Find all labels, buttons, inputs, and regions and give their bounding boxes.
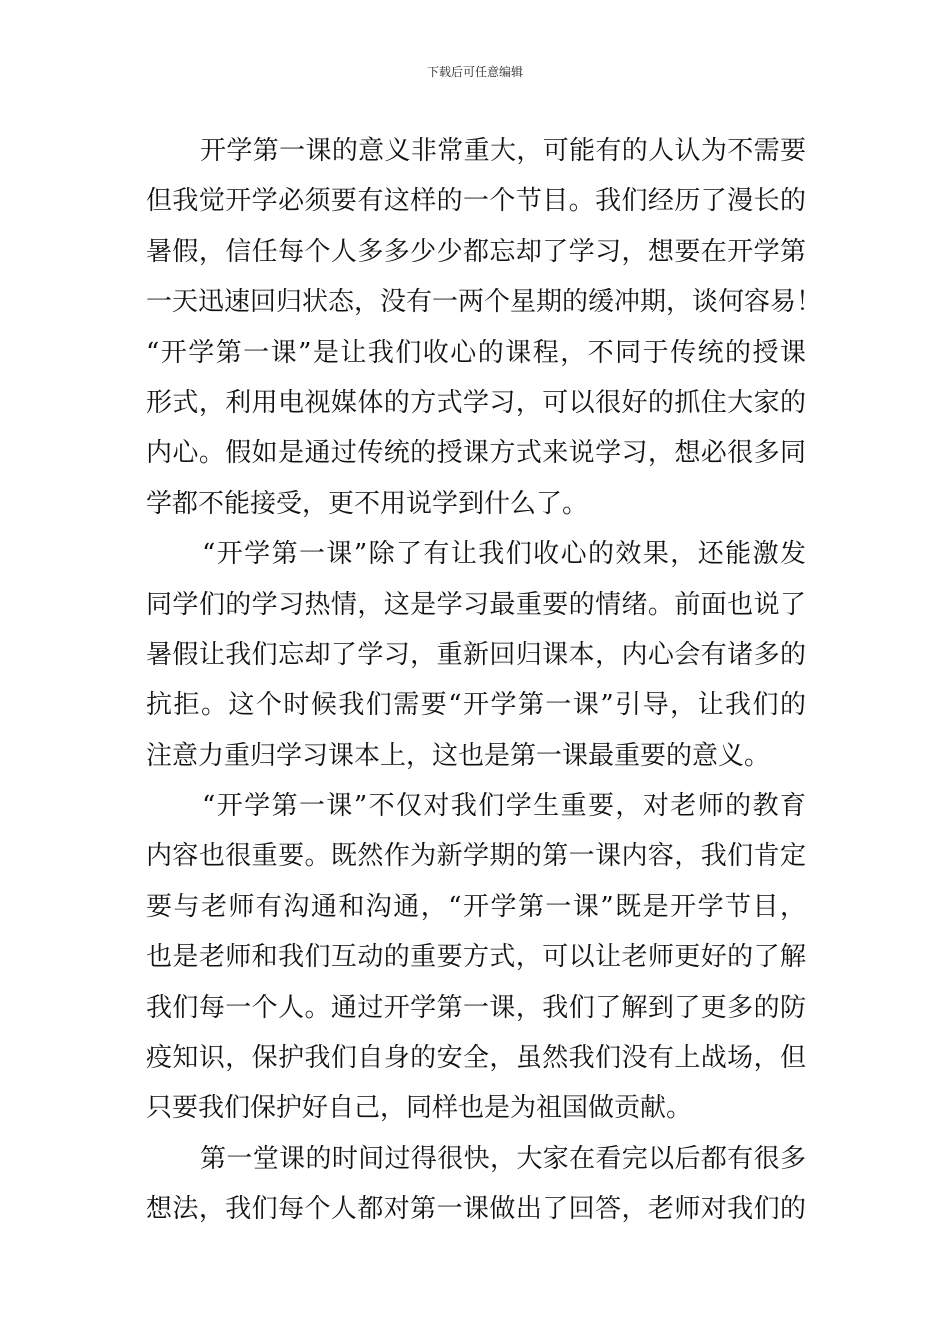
page-header-note: 下载后可任意编辑 (426, 65, 523, 79)
text-line: 注意力重归学习课本上，这也是第一课最重要的意义。 (146, 740, 771, 771)
text-line: “开学第一课”除了有让我们收心的效果，还能激发 (202, 539, 806, 570)
text-line: 同学们的学习热情，这是学习最重要的情绪。前面也说了 (146, 589, 806, 620)
text-line: 内容也很重要。既然作为新学期的第一课内容，我们肯定 (146, 841, 806, 872)
text-line: 暑假让我们忘却了学习，重新回归课本，内心会有诸多的 (146, 639, 806, 670)
text-line: 第一堂课的时间过得很快，大家在看完以后都有很多 (200, 1143, 806, 1174)
text-line: 开学第一课的意义非常重大，可能有的人认为不需要 (200, 136, 806, 166)
paragraph-4 (146, 1134, 806, 1235)
text-line: 一天迅速回归状态，没有一两个星期的缓冲期，谈何容易！ (146, 287, 823, 318)
paragraph-2 (146, 529, 806, 781)
text-line: 抗拒。这个时候我们需要“开学第一课”引导，让我们的 (146, 690, 806, 721)
text-line: 形式，利用电视媒体的方式学习，可以很好的抓住大家的 (146, 387, 806, 418)
text-line: 只要我们保护好自己，同样也是为祖国做贡献。 (146, 1093, 693, 1124)
text-line: 也是老师和我们互动的重要方式，可以让老师更好的了解 (146, 942, 806, 973)
text-line: 但我觉开学必须要有这样的一个节目。我们经历了漫长的 (146, 186, 806, 217)
text-line: 要与老师有沟通和沟通，“开学第一课”既是开学节目， (146, 891, 806, 922)
document-body (146, 126, 823, 1235)
paragraph-1 (146, 126, 823, 529)
text-line: “开学第一课”不仅对我们学生重要，对老师的教育 (202, 791, 806, 822)
paragraph-3 (146, 781, 806, 1134)
text-line: 暑假，信任每个人多多少少都忘却了学习，想要在开学第 (146, 236, 806, 267)
text-line: 内心。假如是通过传统的授课方式来说学习，想必很多同 (146, 438, 806, 469)
text-line: 学都不能接受，更不用说学到什么了。 (146, 488, 589, 519)
text-line: “开学第一课”是让我们收心的课程，不同于传统的授课 (146, 337, 806, 368)
text-line: 我们每一个人。通过开学第一课，我们了解到了更多的防 (146, 992, 806, 1023)
text-line: 疫知识，保护我们自身的安全，虽然我们没有上战场，但 (146, 1043, 806, 1074)
text-line: 想法，我们每个人都对第一课做出了回答，老师对我们的 (146, 1194, 806, 1225)
